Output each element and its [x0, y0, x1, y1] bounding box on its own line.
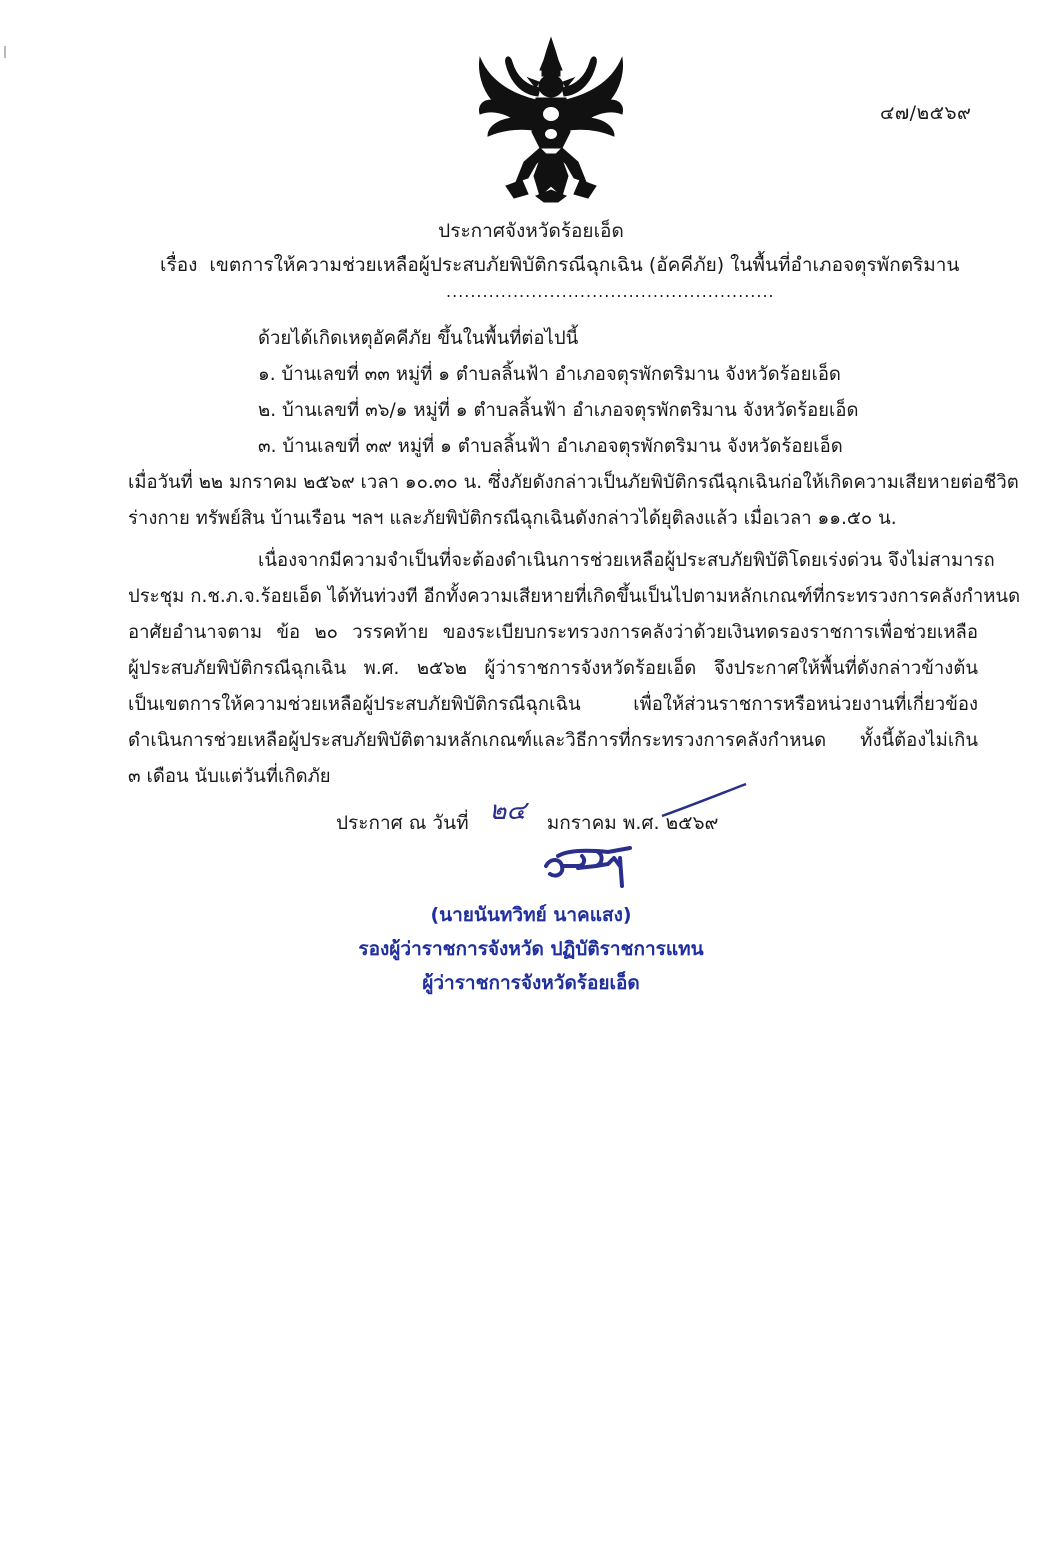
garuda-emblem-icon: [476, 36, 626, 204]
signer-position: รองผู้ว่าราชการจังหวัด ปฏิบัติราชการแทน: [358, 938, 704, 960]
paragraph2-line: ดำเนินการช่วยเหลือผู้ประสบภัยพิบัติตามหลักเกณฑ์และวิธีการที่กระทรวงการคลังกำหนด ทั้งนี้ต้องไม่เกิน: [128, 730, 978, 751]
paragraph2-line: ผู้ประสบภัยพิบัติกรณีฉุกเฉิน พ.ศ. ๒๕๖๒ ผู้ว่าราชการจังหวัดร้อยเอ็ด จึงประกาศให้พื้นที่ดังกล่าวข้างต้น: [128, 658, 978, 679]
announce-prefix: ประกาศ ณ วันที่: [336, 812, 469, 834]
announce-month-year: มกราคม พ.ศ. ๒๕๖๙: [546, 812, 719, 834]
document-title: ประกาศจังหวัดร้อยเอ็ด: [438, 220, 624, 242]
location-item: ๑. บ้านเลขที่ ๓๓ หมู่ที่ ๑ ตำบลลิ้นฟ้า อำเภอจตุรพักตริมาน จังหวัดร้อยเอ็ด: [258, 364, 841, 385]
intro-line: ด้วยได้เกิดเหตุอัคคีภัย ขึ้นในพื้นที่ต่อไปนี้: [258, 328, 579, 349]
handwritten-strike: [660, 780, 750, 820]
announce-day: ๒๔: [489, 796, 527, 826]
signer-position: ผู้ว่าราชการจังหวัดร้อยเอ็ด: [422, 972, 640, 994]
handwritten-signature: [538, 836, 638, 896]
subject-text: เขตการให้ความช่วยเหลือผู้ประสบภัยพิบัติกรณีฉุกเฉิน (อัคคีภัย) ในพื้นที่อำเภอจตุรพักตริมาน: [209, 254, 960, 276]
location-item: ๒. บ้านเลขที่ ๓๖/๑ หมู่ที่ ๑ ตำบลลิ้นฟ้า อำเภอจตุรพักตริมาน จังหวัดร้อยเอ็ด: [258, 400, 859, 421]
location-item: ๓. บ้านเลขที่ ๓๙ หมู่ที่ ๑ ตำบลลิ้นฟ้า อำเภอจตุรพักตริมาน จังหวัดร้อยเอ็ด: [258, 436, 843, 457]
paragraph2-line: เนื่องจากมีความจำเป็นที่จะต้องดำเนินการช่วยเหลือผู้ประสบภัยพิบัติโดยเร่งด่วน จึงไม่สามารถ: [258, 550, 995, 571]
signer-name: (นายนันทวิทย์ นาคแสง): [430, 904, 632, 926]
separator-line: ......................................................: [446, 282, 775, 301]
paragraph1-line: เมื่อวันที่ ๒๒ มกราคม ๒๕๖๙ เวลา ๑๐.๓๐ น. ซึ่งภัยดังกล่าวเป็นภัยพิบัติกรณีฉุกเฉินก่อให้เกิดความเสียหายต่อชีวิต: [128, 472, 1019, 493]
document-subject: [160, 250, 959, 280]
paragraph2-line: ประชุม ก.ช.ภ.จ.ร้อยเอ็ด ได้ทันท่วงที อีกทั้งความเสียหายที่เกิดขึ้นเป็นไปตามหลักเกณฑ์ที่กระทรวงการคลังกำหนด: [128, 586, 1021, 607]
document-number: ๔๗/๒๕๖๙: [880, 102, 972, 124]
paragraph1-line: ร่างกาย ทรัพย์สิน บ้านเรือน ฯลฯ และภัยพิบัติกรณีฉุกเฉินดังกล่าวได้ยุติลงแล้ว เมื่อเวลา ๑๑.๕๐ น.: [128, 508, 897, 529]
subject-label: เรื่อง: [160, 254, 198, 276]
paragraph2-line: อาศัยอำนาจตาม ข้อ ๒๐ วรรคท้าย ของระเบียบกระทรวงการคลังว่าด้วยเงินทดรองราชการเพื่อช่วยเหลือ: [128, 622, 978, 643]
paragraph2-line: ๓ เดือน นับแต่วันที่เกิดภัย: [128, 766, 331, 787]
scan-speck: [4, 46, 6, 58]
paragraph2-line: เป็นเขตการให้ความช่วยเหลือผู้ประสบภัยพิบัติกรณีฉุกเฉิน เพื่อให้ส่วนราชการหรือหน่วยงานที่เกี่ยวข้อง: [128, 694, 978, 715]
